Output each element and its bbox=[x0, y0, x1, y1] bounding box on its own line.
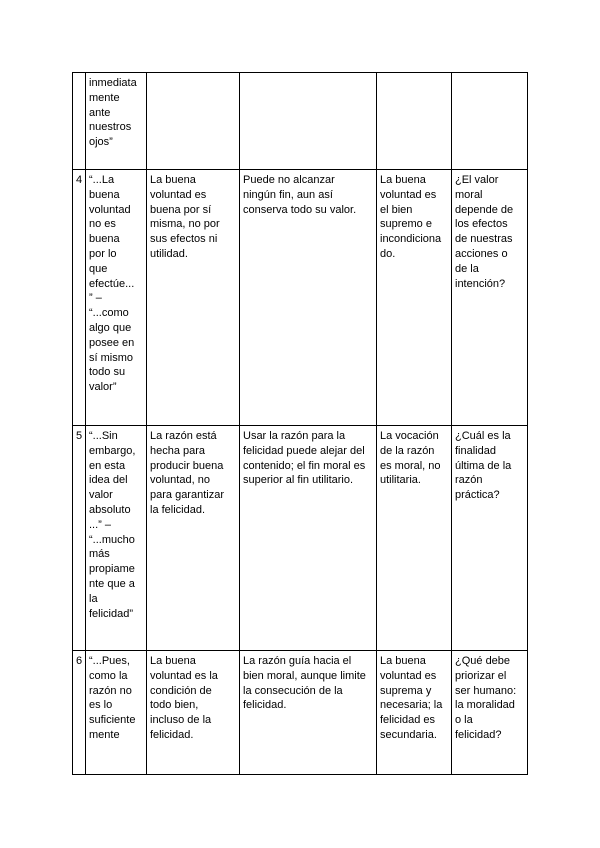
row-number-cell bbox=[73, 426, 86, 651]
quote-text: “...Pues, como la razón no es lo suficiente mente bbox=[89, 655, 136, 741]
conclusion-cell bbox=[377, 73, 452, 170]
idea-cell bbox=[147, 73, 240, 170]
quote-text: inmediata mente ante nuestros ojos” bbox=[89, 77, 137, 149]
explanation-cell bbox=[240, 426, 377, 651]
conclusion-cell bbox=[377, 170, 452, 426]
row-number: 5 bbox=[76, 430, 83, 442]
table-row bbox=[73, 426, 528, 651]
idea-text: La buena voluntad es buena por sí misma, no por sus efectos ni utilidad. bbox=[150, 174, 220, 260]
explanation-cell bbox=[240, 170, 377, 426]
idea-cell bbox=[147, 651, 240, 775]
conclusion-text: La buena voluntad es el bien supremo e incondiciona do. bbox=[380, 174, 442, 260]
row-number: 4 bbox=[76, 174, 83, 186]
quote-text: “...Sin embargo, en esta idea del valor absoluto ...” – “...mucho más propiame nte que a la felicidad” bbox=[89, 430, 136, 620]
explanation-text: La razón guía hacia el bien moral, aunque limite la consecución de la felicidad. bbox=[243, 655, 366, 712]
idea-text: La buena voluntad es la condición de todo bien, incluso de la felicidad. bbox=[150, 655, 218, 741]
question-text: ¿Qué debe priorizar el ser humano: la moralidad o la felicidad? bbox=[455, 655, 517, 741]
table-row bbox=[73, 651, 528, 775]
idea-text: La razón está hecha para producir buena voluntad, no para garantizar la felicidad. bbox=[150, 430, 224, 516]
question-text: ¿Cuál es la finalidad última de la razón práctica? bbox=[455, 430, 512, 502]
table-row bbox=[73, 170, 528, 426]
explanation-cell bbox=[240, 651, 377, 775]
row-number-cell bbox=[73, 170, 86, 426]
quote-cell bbox=[86, 170, 147, 426]
table-row bbox=[73, 73, 528, 170]
question-cell bbox=[452, 170, 528, 426]
idea-cell bbox=[147, 426, 240, 651]
quote-text: “...La buena voluntad no es buena por lo que efectúe... ” – “...como algo que posee en sí mismo todo su valor” bbox=[89, 174, 135, 394]
explanation-text: Puede no alcanzar ningún fin, aun así conserva todo su valor. bbox=[243, 174, 357, 216]
question-cell bbox=[452, 73, 528, 170]
quote-cell bbox=[86, 651, 147, 775]
question-text: ¿El valor moral depende de los efectos de nuestras acciones o de la intención? bbox=[455, 174, 514, 290]
quote-cell bbox=[86, 426, 147, 651]
conclusion-text: La buena voluntad es suprema y necesaria; la felicidad es secundaria. bbox=[380, 655, 443, 741]
conclusion-text: La vocación de la razón es moral, no utilitaria. bbox=[380, 430, 441, 487]
question-cell bbox=[452, 651, 528, 775]
row-number-cell bbox=[73, 73, 86, 170]
explanation-text: Usar la razón para la felicidad puede alejar del contenido; el fin moral es superior al fin utilitario. bbox=[243, 430, 366, 487]
conclusion-cell bbox=[377, 426, 452, 651]
question-cell bbox=[452, 426, 528, 651]
row-number-cell bbox=[73, 651, 86, 775]
idea-cell bbox=[147, 170, 240, 426]
conclusion-cell bbox=[377, 651, 452, 775]
analysis-table bbox=[72, 72, 528, 775]
quote-cell bbox=[86, 73, 147, 170]
row-number: 6 bbox=[76, 655, 83, 667]
explanation-cell bbox=[240, 73, 377, 170]
